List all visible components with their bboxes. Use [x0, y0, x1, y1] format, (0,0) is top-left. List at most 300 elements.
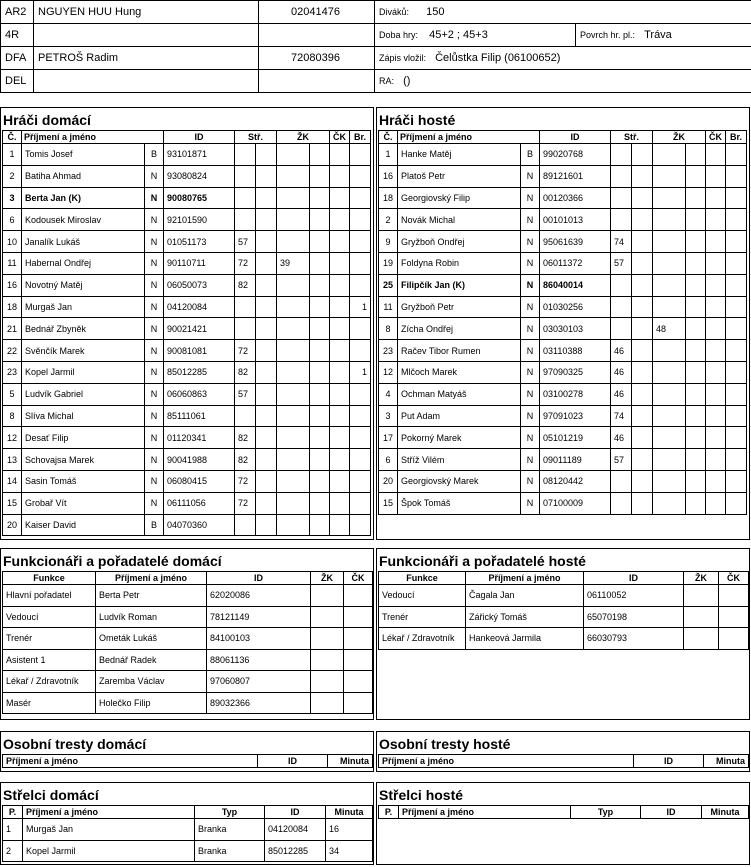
cell-br [350, 470, 371, 492]
col-id: ID [207, 572, 311, 585]
official-name [34, 70, 259, 93]
cell-name: Hanke Matěj [398, 144, 521, 166]
cell-id: 90041988 [164, 449, 235, 471]
official-id [259, 70, 375, 93]
away-staff-panel [376, 548, 750, 720]
cell-br [350, 252, 371, 274]
cell-ck [344, 628, 373, 650]
cell-empty [256, 492, 277, 514]
col-id: ID [164, 131, 235, 144]
player-row [3, 187, 371, 209]
cell-empty [310, 144, 330, 166]
cell-empty [632, 383, 653, 405]
cell-name: Schovajsa Marek [22, 449, 145, 471]
cell-id: 06011372 [540, 252, 611, 274]
cell-zk: 39 [277, 252, 310, 274]
cell-empty [310, 274, 330, 296]
scorers-header-row [379, 806, 749, 819]
cell-zk [684, 606, 719, 628]
player-row [3, 274, 371, 296]
cell-name: Ometák Lukáš [96, 628, 207, 650]
cell-zk [277, 274, 310, 296]
cell-empty [256, 296, 277, 318]
cell-no: 9 [379, 231, 398, 253]
cell-role: Trenér [3, 628, 96, 650]
cell-st: 74 [611, 231, 632, 253]
cell-zk [277, 383, 310, 405]
player-row [379, 405, 747, 427]
cell-br: 1 [350, 361, 371, 383]
col-name: Příjmení a jméno [96, 572, 207, 585]
cell-st: 72 [235, 470, 256, 492]
cell-ck [706, 383, 726, 405]
players-header-row [3, 131, 371, 144]
col-st: Stř. [611, 131, 653, 144]
away-scorers-title: Střelci hosté [379, 787, 464, 803]
cell-br [726, 340, 747, 362]
cell-br [726, 492, 747, 514]
cell-empty [686, 209, 706, 231]
cell-br [350, 274, 371, 296]
cell-st [235, 296, 256, 318]
cell-role: Trenér [379, 606, 466, 628]
col-id: ID [540, 131, 611, 144]
cell-zk [311, 649, 344, 671]
cell-zk [277, 231, 310, 253]
cell-id: 08120442 [540, 470, 611, 492]
cell-position: N [521, 209, 540, 231]
col-order: P. [379, 806, 399, 819]
col-ck: ČK [706, 131, 726, 144]
cell-empty [686, 187, 706, 209]
cell-no: 2 [3, 165, 22, 187]
player-row [3, 209, 371, 231]
cell-empty [256, 383, 277, 405]
cell-no: 15 [379, 492, 398, 514]
cell-position: N [145, 383, 164, 405]
staff-header-row [379, 572, 749, 585]
cell-zk [277, 361, 310, 383]
cell-st [611, 209, 632, 231]
cell-minute: 34 [326, 840, 373, 862]
cell-id: 65070198 [584, 606, 684, 628]
cell-empty [310, 449, 330, 471]
cell-empty [310, 361, 330, 383]
cell-st [611, 144, 632, 166]
away-scorers-panel [376, 782, 750, 865]
cell-empty [256, 340, 277, 362]
cell-name: Holečko Filip [96, 692, 207, 714]
cell-br [350, 405, 371, 427]
cell-empty [310, 231, 330, 253]
player-row [379, 296, 747, 318]
cell-id: 03110388 [540, 340, 611, 362]
ra-label: RA: [379, 76, 395, 86]
col-name: Příjmení a jméno [22, 131, 164, 144]
cell-position: N [521, 187, 540, 209]
cell-zk [311, 606, 344, 628]
cell-st [611, 274, 632, 296]
staff-row [3, 585, 373, 607]
cell-empty [310, 296, 330, 318]
cell-position: N [521, 383, 540, 405]
cell-zk [653, 209, 686, 231]
cell-empty [310, 492, 330, 514]
cell-position: N [521, 252, 540, 274]
cell-ck [330, 492, 350, 514]
home-penalties-panel [0, 731, 374, 772]
cell-zk [277, 449, 310, 471]
cell-id: 85012285 [265, 840, 326, 862]
cell-br [726, 209, 747, 231]
player-row [379, 318, 747, 340]
cell-ck [706, 231, 726, 253]
cell-position: N [521, 492, 540, 514]
cell-ck [330, 383, 350, 405]
cell-no: 25 [379, 274, 398, 296]
cell-st: 57 [235, 231, 256, 253]
cell-st: 57 [611, 449, 632, 471]
cell-position: N [145, 449, 164, 471]
cell-empty [310, 165, 330, 187]
cell-no: 1 [3, 144, 22, 166]
home-staff-table [2, 571, 373, 714]
home-penalties-title: Osobní tresty domácí [3, 736, 147, 752]
cell-ck [330, 361, 350, 383]
cell-id: 01120341 [164, 427, 235, 449]
cell-name: Mlčoch Marek [398, 361, 521, 383]
player-row [379, 231, 747, 253]
cell-id: 06060863 [164, 383, 235, 405]
cell-br [726, 231, 747, 253]
cell-empty [632, 231, 653, 253]
cell-ck [330, 340, 350, 362]
cell-zk [277, 470, 310, 492]
player-row [3, 470, 371, 492]
cell-empty [686, 252, 706, 274]
cell-br [726, 165, 747, 187]
col-name: Příjmení a jméno [379, 755, 634, 768]
player-row [3, 427, 371, 449]
away-scorers-table [378, 805, 749, 819]
staff-row [3, 606, 373, 628]
cell-no: 10 [3, 231, 22, 253]
cell-st: 82 [235, 274, 256, 296]
cell-ck [330, 470, 350, 492]
cell-position: N [145, 274, 164, 296]
cell-st [235, 165, 256, 187]
cell-st [235, 187, 256, 209]
cell-position: N [521, 405, 540, 427]
cell-ck [344, 585, 373, 607]
cell-br [350, 383, 371, 405]
cell-zk [653, 274, 686, 296]
ra-value: () [403, 75, 411, 87]
cell-name: Georgiovský Marek [398, 470, 521, 492]
col-role: Funkce [3, 572, 96, 585]
recorder-value: Čelůstka Filip (06100652) [435, 52, 561, 64]
col-ck: ČK [330, 131, 350, 144]
cell-ck [344, 606, 373, 628]
cell-zk: 48 [653, 318, 686, 340]
cell-empty [256, 361, 277, 383]
cell-id: 85012285 [164, 361, 235, 383]
duration-value: 45+2 ; 45+3 [429, 29, 488, 41]
cell-name: Platoš Petr [398, 165, 521, 187]
cell-id: 78121149 [207, 606, 311, 628]
player-row [379, 492, 747, 514]
cell-id: 97091023 [540, 405, 611, 427]
cell-br [726, 318, 747, 340]
cell-br [350, 492, 371, 514]
cell-br [726, 405, 747, 427]
cell-empty [686, 361, 706, 383]
home-staff-panel [0, 548, 374, 720]
cell-ck [330, 187, 350, 209]
player-row [379, 427, 747, 449]
player-row [3, 252, 371, 274]
cell-empty [310, 514, 330, 536]
cell-position: N [521, 470, 540, 492]
cell-no: 1 [379, 144, 398, 166]
cell-zk [277, 144, 310, 166]
cell-empty [632, 427, 653, 449]
cell-empty [632, 492, 653, 514]
cell-empty [686, 470, 706, 492]
cell-position: N [145, 340, 164, 362]
cell-empty [256, 165, 277, 187]
cell-ck [344, 671, 373, 693]
cell-st: 46 [611, 340, 632, 362]
cell-name: Hankeová Jarmila [466, 628, 584, 650]
official-name [34, 24, 259, 47]
cell-zk [653, 361, 686, 383]
col-ck: ČK [344, 572, 373, 585]
cell-empty [256, 470, 277, 492]
cell-zk [277, 427, 310, 449]
staff-row [3, 692, 373, 714]
cell-id: 04070360 [164, 514, 235, 536]
cell-no: 20 [379, 470, 398, 492]
cell-empty [632, 187, 653, 209]
cell-no: 12 [3, 427, 22, 449]
cell-br [350, 187, 371, 209]
duration-label: Doba hry: [379, 30, 419, 40]
cell-position: N [145, 318, 164, 340]
cell-zk [311, 628, 344, 650]
cell-no: 4 [379, 383, 398, 405]
cell-position: N [145, 405, 164, 427]
cell-empty [632, 274, 653, 296]
cell-id: 93101871 [164, 144, 235, 166]
col-no: Č. [3, 131, 22, 144]
cell-name: Georgiovský Filip [398, 187, 521, 209]
player-row [379, 209, 747, 231]
cell-ck [330, 252, 350, 274]
cell-empty [632, 209, 653, 231]
cell-position: N [145, 361, 164, 383]
cell-name: Put Adam [398, 405, 521, 427]
cell-zk [277, 318, 310, 340]
player-row [379, 252, 747, 274]
cell-name: Ochman Matyáš [398, 383, 521, 405]
penalties-header-row [3, 755, 373, 768]
cell-no: 6 [3, 209, 22, 231]
cell-empty [686, 427, 706, 449]
player-row [3, 383, 371, 405]
cell-empty [686, 383, 706, 405]
cell-id: 86040014 [540, 274, 611, 296]
recorder-label: Zápis vložil: [379, 53, 427, 63]
official-code: AR2 [1, 1, 34, 24]
cell-empty [686, 274, 706, 296]
official-row [1, 1, 751, 24]
cell-ck [719, 628, 749, 650]
cell-zk [653, 187, 686, 209]
cell-zk [653, 449, 686, 471]
cell-name: Bednář Radek [96, 649, 207, 671]
col-zk: ŽK [684, 572, 719, 585]
cell-br [726, 449, 747, 471]
cell-empty [686, 318, 706, 340]
player-row [3, 449, 371, 471]
cell-empty [686, 144, 706, 166]
col-st: Stř. [235, 131, 277, 144]
player-row [379, 383, 747, 405]
staff-header-row [3, 572, 373, 585]
staff-row [3, 671, 373, 693]
cell-st [235, 144, 256, 166]
cell-zk [684, 628, 719, 650]
cell-name: Tomis Josef [22, 144, 145, 166]
cell-empty [256, 144, 277, 166]
cell-no: 20 [3, 514, 22, 536]
cell-zk [277, 165, 310, 187]
official-code: DFA [1, 47, 34, 70]
cell-ck [706, 405, 726, 427]
cell-zk [653, 165, 686, 187]
player-row [379, 187, 747, 209]
cell-zk [653, 340, 686, 362]
cell-br [350, 449, 371, 471]
away-players-panel [376, 107, 750, 540]
cell-name: Zaremba Václav [96, 671, 207, 693]
cell-st: 82 [235, 449, 256, 471]
cell-name: Kodousek Miroslav [22, 209, 145, 231]
cell-st [611, 187, 632, 209]
cell-st [235, 405, 256, 427]
cell-br [350, 231, 371, 253]
col-minute: Minuta [328, 755, 373, 768]
col-name: Příjmení a jméno [23, 806, 195, 819]
cell-position: N [521, 165, 540, 187]
cell-id: 06110052 [584, 585, 684, 607]
cell-name: Murgaš Jan [23, 819, 195, 841]
cell-id: 85111061 [164, 405, 235, 427]
home-scorers-title: Střelci domácí [3, 787, 99, 803]
cell-empty [632, 340, 653, 362]
cell-name: Grobař Vít [22, 492, 145, 514]
col-no: Č. [379, 131, 398, 144]
cell-ck [330, 318, 350, 340]
col-minute: Minuta [702, 806, 749, 819]
cell-br [726, 427, 747, 449]
cell-zk [653, 296, 686, 318]
cell-no: 19 [379, 252, 398, 274]
cell-st: 57 [611, 252, 632, 274]
official-row [1, 47, 751, 70]
cell-st: 46 [611, 427, 632, 449]
cell-empty [632, 144, 653, 166]
cell-br [726, 144, 747, 166]
cell-name: Zícha Ondřej [398, 318, 521, 340]
player-row [379, 274, 747, 296]
surface-label: Povrch hr. pl.: [580, 30, 636, 40]
cell-br [726, 470, 747, 492]
col-id: ID [265, 806, 326, 819]
col-name: Příjmení a jméno [466, 572, 584, 585]
home-scorers-table [2, 805, 373, 862]
cell-id: 09011189 [540, 449, 611, 471]
cell-name: Stříž Vilém [398, 449, 521, 471]
official-name: NGUYEN HUU Hung [34, 1, 259, 24]
cell-name: Pokorný Marek [398, 427, 521, 449]
player-row [3, 361, 371, 383]
cell-id: 89121601 [540, 165, 611, 187]
cell-no: 14 [3, 470, 22, 492]
col-zk: ŽK [311, 572, 344, 585]
away-players-table [378, 130, 747, 515]
official-id: 72080396 [259, 47, 375, 70]
cell-zk [653, 405, 686, 427]
cell-empty [256, 449, 277, 471]
col-id: ID [584, 572, 684, 585]
cell-st: 82 [235, 361, 256, 383]
official-code: 4R [1, 24, 34, 47]
cell-id: 06080415 [164, 470, 235, 492]
cell-zk [277, 209, 310, 231]
staff-row [3, 649, 373, 671]
cell-empty [686, 340, 706, 362]
cell-position: N [145, 427, 164, 449]
cell-no: 15 [3, 492, 22, 514]
cell-no: 8 [3, 405, 22, 427]
cell-empty [686, 449, 706, 471]
cell-ck [719, 585, 749, 607]
cell-position: B [145, 144, 164, 166]
cell-ck [330, 144, 350, 166]
cell-no: 16 [3, 274, 22, 296]
cell-no: 6 [379, 449, 398, 471]
cell-empty [686, 231, 706, 253]
cell-id: 92101590 [164, 209, 235, 231]
cell-id: 06111056 [164, 492, 235, 514]
cell-role: Lékař / Zdravotník [379, 628, 466, 650]
cell-position: N [521, 449, 540, 471]
cell-empty [310, 187, 330, 209]
cell-id: 00120366 [540, 187, 611, 209]
cell-no: 23 [3, 361, 22, 383]
scorers-header-row [3, 806, 373, 819]
cell-ck [706, 449, 726, 471]
cell-position: B [145, 514, 164, 536]
col-order: P. [3, 806, 23, 819]
cell-name: Zářický Tomáš [466, 606, 584, 628]
col-name: Příjmení a jméno [399, 806, 571, 819]
cell-ck [706, 296, 726, 318]
cell-ck [706, 144, 726, 166]
cell-ck [330, 296, 350, 318]
